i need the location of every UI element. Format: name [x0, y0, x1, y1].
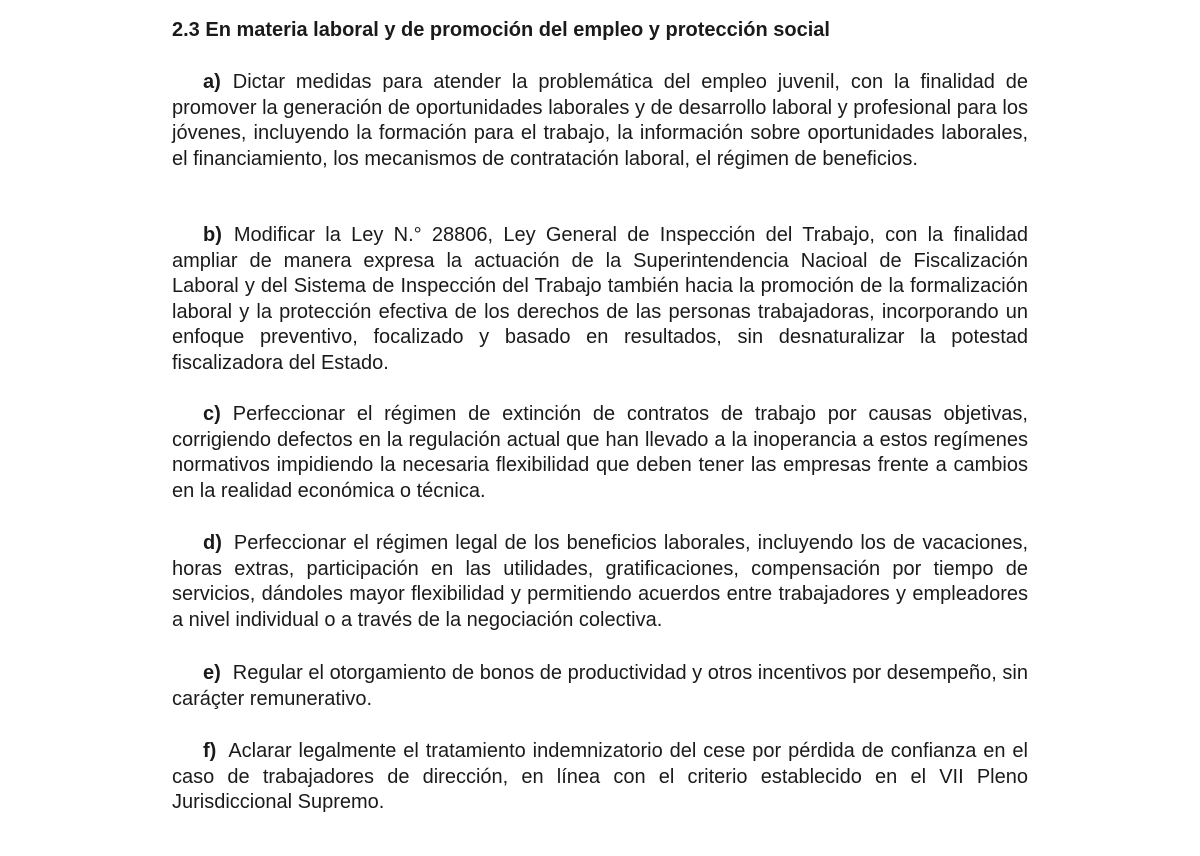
item-letter-f: f): [203, 740, 217, 762]
paragraph-item-e: [172, 661, 1028, 712]
paragraph-item-f: [172, 739, 1028, 816]
item-letter-b: b): [203, 224, 222, 246]
item-text-f: Aclarar legalmente el tratamiento indemnizatorio del cese por pérdida de confianza en el caso de trabajadores de dirección, en línea con el criterio establecido en el VII Pleno Jurisdiccional Supremo.: [172, 740, 1028, 814]
paragraph-item-d: [172, 531, 1028, 633]
item-text-c: Perfeccionar el régimen de extinción de contratos de trabajo por causas objetivas, corrigiendo defectos en la regulación actual que han llevado a la inoperancia a estos regímenes normativos impidiendo la necesaria flexibilidad que deben tener las empresas frente a cambios en la realidad económica o técnica.: [172, 403, 1028, 502]
item-text-e: Regular el otorgamiento de bonos de productividad y otros incentivos por desempeño, sin caráçter remunerativo.: [172, 662, 1028, 710]
item-text-b: Modificar la Ley N.° 28806, Ley General de Inspección del Trabajo, con la finalidad ampliar de manera expresa la actuación de la Superintendencia Nacioal de Fiscalización Laboral y del Sistema de Inspección del Trabajo también hacia la promoción de la formalización laboral y la protección efectiva de los derechos de las personas trabajadoras, incorporando un enfoque preventivo, focalizado y basado en resultados, sin desnaturalizar la potestad fiscalizadora del Estado.: [172, 224, 1028, 374]
paragraph-item-c: [172, 402, 1028, 504]
item-text-d: Perfeccionar el régimen legal de los beneficios laborales, incluyendo los de vacaciones, horas extras, participación en las utilidades, gratificaciones, compensación por tiempo de servicios, dándoles mayor flexibilidad y permitiendo acuerdos entre trabajadores y empleadores a nivel individual o a través de la negociación colectiva.: [172, 532, 1028, 631]
item-letter-e: e): [203, 662, 221, 684]
item-letter-d: d): [203, 532, 222, 554]
item-letter-a: a): [203, 71, 221, 93]
paragraph-item-a: [172, 70, 1028, 172]
section-heading: 2.3 En materia laboral y de promoción del empleo y protección social: [172, 19, 830, 41]
paragraph-item-b: [172, 223, 1028, 377]
item-text-a: Dictar medidas para atender la problemática del empleo juvenil, con la finalidad de promover la generación de oportunidades laborales y de desarrollo laboral y profesional para los jóvenes, incluyendo la formación para el trabajo, la información sobre oportunidades laborales, el financiamiento, los mecanismos de contratación laboral, el régimen de beneficios.: [172, 71, 1028, 170]
item-letter-c: c): [203, 403, 221, 425]
